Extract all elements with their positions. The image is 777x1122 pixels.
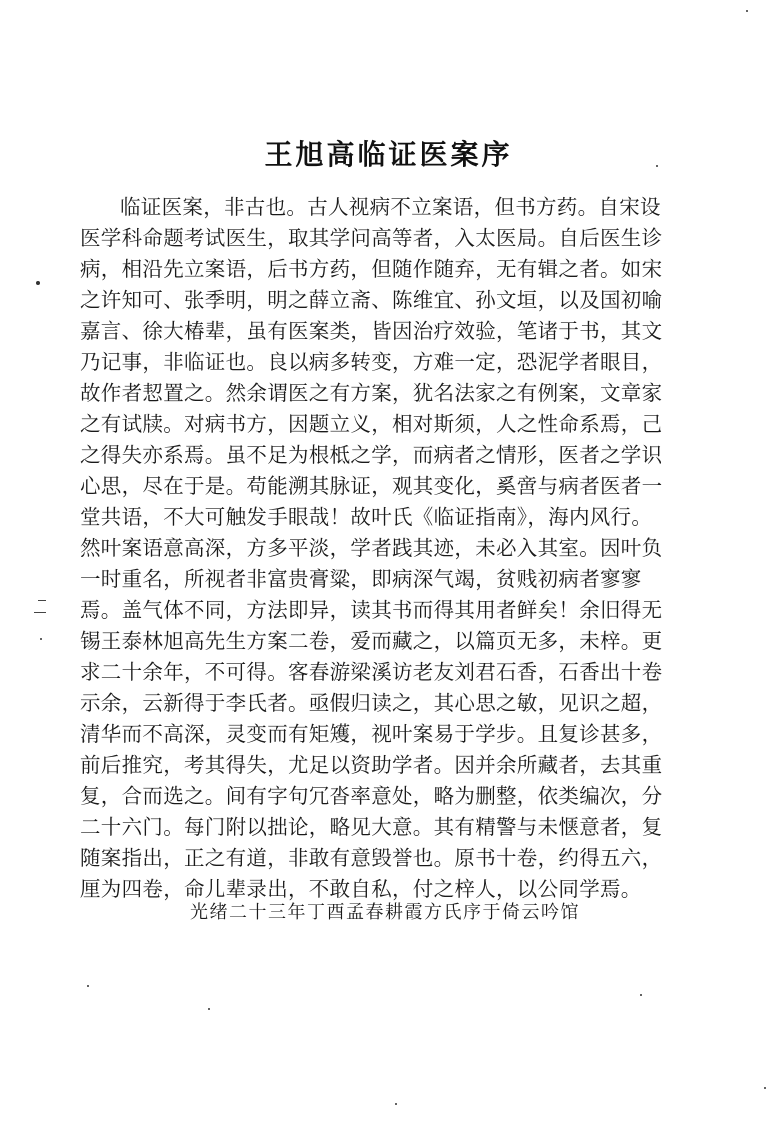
scan-speck: [395, 1103, 397, 1105]
text-line: 乃记事，非临证也。良以病多转变，方难一定，恐泥学者眼目，: [80, 350, 663, 374]
text-line: 清华而不高深，灵变而有矩矱，视叶案易于学步。且复诊甚多，: [80, 722, 663, 746]
text-line: 故作者恝置之。然余谓医之有方案，犹名法家之有例案，文章家: [80, 381, 663, 405]
text-line: 之许知可、张季明，明之薛立斋、陈维宜、孙文垣，以及国初喻: [80, 288, 663, 312]
signature-line: 光绪二十三年丁酉孟春耕霞方氏序于倚云吟馆: [190, 902, 580, 923]
text-line: 病，相沿先立案语，后书方药，但随作随弃，无有辑之者。如宋: [80, 257, 663, 281]
scan-speck: [40, 638, 42, 640]
scan-speck: [87, 985, 89, 987]
text-line: 示余，云新得于李氏者。亟假归读之，其心思之敏，见识之超，: [80, 691, 663, 715]
text-line: 一时重名，所视者非富贵膏粱，即病深气竭，贫贱初病者寥寥: [80, 567, 642, 591]
scan-speck: [656, 165, 658, 167]
text-line: 锡王泰林旭高先生方案二卷，爱而藏之，以篇页无多，未梓。更: [80, 629, 663, 653]
text-line: 嘉言、徐大椿辈，虽有医案类，皆因治疗效验，笔诸于书，其文: [80, 319, 663, 343]
text-line: 临证医案，非古也。古人视病不立案语，但书方药。自宋设: [120, 195, 661, 219]
page-title: 王旭高临证医案序: [264, 138, 513, 171]
scan-speck: [640, 994, 642, 996]
text-line: 厘为四卷，命儿辈录出，不敢自私，付之梓人，以公同学焉。: [80, 877, 642, 901]
text-line: 心思，尽在于是。苟能溯其脉证，观其变化，奚啻与病者医者一: [80, 474, 663, 498]
text-line: 医学科命题考试医生，取其学问高等者，入太医局。自后医生诊: [80, 226, 663, 250]
scan-speck: [36, 281, 40, 285]
preface-body: [80, 192, 690, 905]
text-line: 之有试牍。对病书方，因题立义，相对斯须，人之性命系焉，己: [80, 412, 663, 436]
scan-speck: [208, 1008, 210, 1010]
text-line: 随案指出，正之有道，非敢有意毁誉也。原书十卷，约得五六，: [80, 846, 663, 870]
text-line: 二十六门。每门附以拙论，略见大意。其有精警与未惬意者，复: [80, 815, 663, 839]
text-line: 然叶案语意高深，方多平淡，学者践其迹，未必入其室。因叶负: [80, 536, 663, 560]
text-line: 求二十余年，不可得。客春游梁溪访老友刘君石香，石香出十卷: [80, 660, 663, 684]
text-line: 前后推究，考其得失，尤足以资助学者。因并余所藏者，去其重: [80, 753, 663, 777]
scan-mark: [38, 600, 46, 601]
text-line: 堂共语，不大可触发手眼哉！故叶氏《临证指南》，海内风行。: [80, 505, 653, 529]
text-line: 焉。盖气体不同，方法即异，读其书而得其用者鲜矣！余旧得无: [80, 598, 663, 622]
scan-speck: [746, 10, 748, 12]
scan-speck: [764, 1087, 766, 1089]
text-line: 之得失亦系焉。虽不足为根柢之学，而病者之情形，医者之学识: [80, 443, 663, 467]
scan-mark: [34, 612, 46, 613]
text-line: 复，合而选之。间有字句冗沓率意处，略为删整，依类编次，分: [80, 784, 663, 808]
